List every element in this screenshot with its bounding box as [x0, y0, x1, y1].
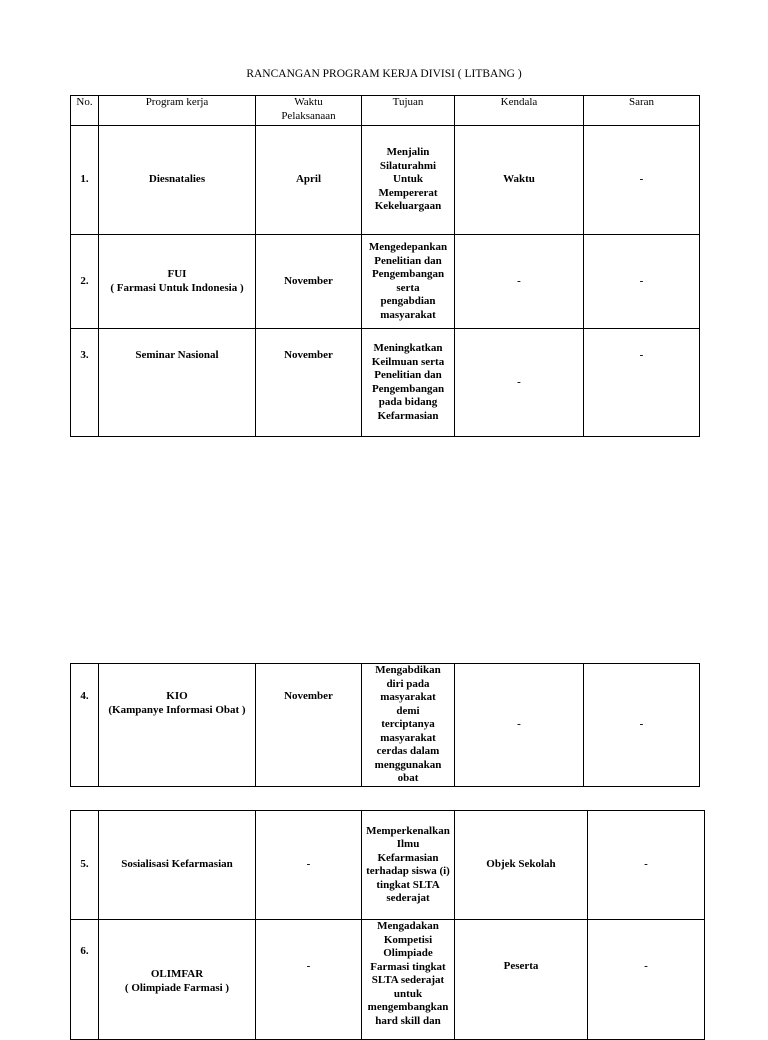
- row-saran: -: [588, 811, 705, 920]
- row-kendala: -: [455, 329, 584, 437]
- header-tujuan: Tujuan: [362, 96, 455, 126]
- table-row: [71, 329, 700, 437]
- program-table-3: [70, 810, 705, 1040]
- row-program: OLIMFAR ( Olimpiade Farmasi ): [99, 920, 256, 1040]
- row-tujuan: Mengadakan Kompetisi Olimpiade Farmasi tingkat SLTA sederajat untuk mengembangkan hard skill dan: [362, 920, 455, 1040]
- row-kendala: -: [455, 235, 584, 329]
- row-waktu: November: [256, 664, 362, 787]
- program-table-2: [70, 663, 700, 787]
- row-tujuan: Meningkatkan Keilmuan serta Penelitian dan Pengembangan pada bidang Kefarmasian: [362, 329, 455, 437]
- document-title: RANCANGAN PROGRAM KERJA DIVISI ( LITBANG ): [246, 68, 522, 80]
- row-kendala: Objek Sekolah: [455, 811, 588, 920]
- row-tujuan: Menjalin Silaturahmi Untuk Mempererat Kekeluargaan: [362, 126, 455, 235]
- row-no: 4.: [71, 664, 99, 787]
- row-no: 1.: [71, 126, 99, 235]
- table-row: [71, 664, 700, 787]
- row-waktu: November: [256, 329, 362, 437]
- header-no: No.: [71, 96, 99, 126]
- program-table-1: [70, 95, 700, 437]
- row-saran: -: [584, 126, 700, 235]
- row-no: 6.: [71, 920, 99, 1040]
- row-no: 2.: [71, 235, 99, 329]
- row-waktu: November: [256, 235, 362, 329]
- row-waktu: -: [256, 920, 362, 1040]
- row-program: Sosialisasi Kefarmasian: [99, 811, 256, 920]
- header-kendala: Kendala: [455, 96, 584, 126]
- row-saran: -: [584, 664, 700, 787]
- row-tujuan: Mengedepankan Penelitian dan Pengembangan serta pengabdian masyarakat: [362, 235, 455, 329]
- row-waktu: April: [256, 126, 362, 235]
- row-program: Diesnatalies: [99, 126, 256, 235]
- table-row: [71, 811, 705, 920]
- header-program: Program kerja: [99, 96, 256, 126]
- row-tujuan: Memperkenalkan Ilmu Kefarmasian terhadap siswa (i) tingkat SLTA sederajat: [362, 811, 455, 920]
- row-saran: -: [588, 920, 705, 1040]
- row-kendala: Waktu: [455, 126, 584, 235]
- row-saran: -: [584, 235, 700, 329]
- header-waktu: Waktu Pelaksanaan: [256, 96, 362, 126]
- row-no: 3.: [71, 329, 99, 437]
- row-waktu: -: [256, 811, 362, 920]
- table-row: [71, 235, 700, 329]
- header-saran: Saran: [584, 96, 700, 126]
- row-tujuan: Mengabdikan diri pada masyarakat demi terciptanya masyarakat cerdas dalam menggunakan obat: [362, 664, 455, 787]
- table-header-row: [71, 96, 700, 126]
- row-no: 5.: [71, 811, 99, 920]
- row-saran: -: [584, 329, 700, 437]
- table-row: [71, 126, 700, 235]
- row-kendala: Peserta: [455, 920, 588, 1040]
- row-program: FUI ( Farmasi Untuk Indonesia ): [99, 235, 256, 329]
- table-row: [71, 920, 705, 1040]
- row-program: Seminar Nasional: [99, 329, 256, 437]
- row-program: KIO (Kampanye Informasi Obat ): [99, 664, 256, 787]
- row-kendala: -: [455, 664, 584, 787]
